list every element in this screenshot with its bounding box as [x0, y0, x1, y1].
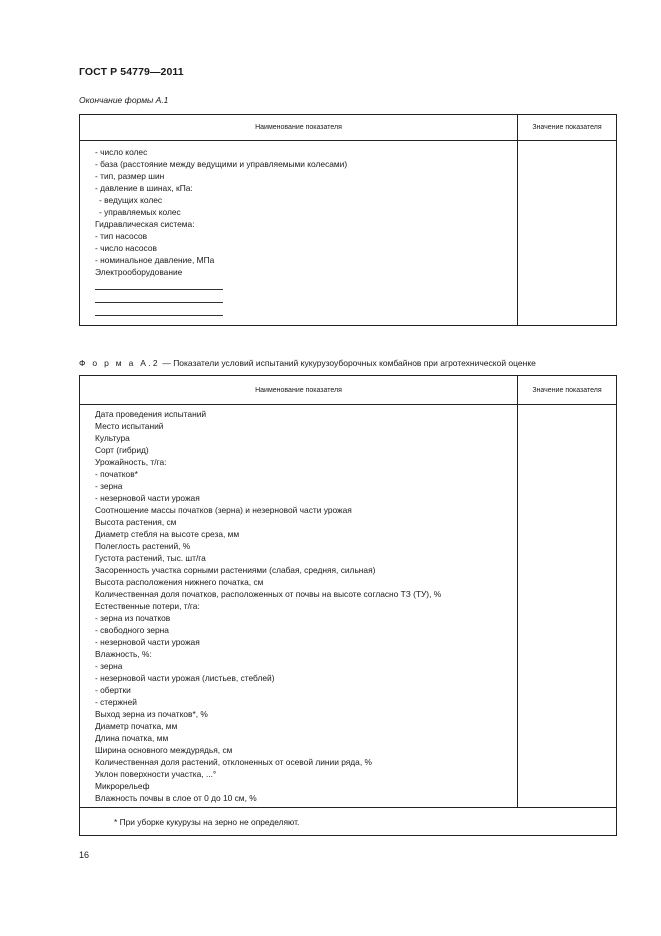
table-body-row	[80, 141, 617, 326]
list-item: Полеглость растений, %	[95, 541, 191, 551]
list-item: - незерновой части урожая	[95, 493, 200, 503]
list-item: - свободного зерна	[95, 625, 169, 635]
list-item: Микрорельеф	[95, 781, 150, 791]
list-item: - незерновой части урожая (листьев, стеблей)	[95, 673, 275, 683]
form-a2-table	[79, 375, 617, 836]
form-a1-caption: Окончание формы А.1	[79, 95, 169, 105]
list-item: - тип, размер шин	[95, 171, 165, 181]
list-item: - обертки	[95, 685, 131, 695]
list-item: Дата проведения испытаний	[95, 409, 207, 419]
list-item: Естественные потери, т/га:	[95, 601, 200, 611]
list-item: Культура	[95, 433, 130, 443]
list-item: Количественная доля растений, отклоненных от осевой линии ряда, %	[95, 757, 372, 767]
list-item: - число насосов	[95, 243, 157, 253]
list-item: Ширина основного междурядья, см	[95, 745, 233, 755]
list-item: Густота растений, тыс. шт/га	[95, 553, 206, 563]
list-item: - номинальное давление, МПа	[95, 255, 215, 265]
list-item: Влажность почвы в слое от 0 до 10 см, %	[95, 793, 257, 803]
list-item: - зерна	[95, 481, 123, 491]
list-item: Урожайность, т/га:	[95, 457, 167, 467]
form-a2-label: Ф о р м а А.2	[79, 358, 160, 368]
table-body-row	[80, 405, 617, 808]
form-a2-title: — Показатели условий испытаний кукурузоуборочных комбайнов при агротехнической оценке	[159, 358, 536, 368]
list-item: Количественная доля початков, расположенных от почвы на высоте согласно ТЗ (ТУ), %	[95, 589, 442, 599]
page-number: 16	[79, 850, 90, 860]
footnote: * При уборке кукурузы на зерно не определяют.	[80, 808, 617, 836]
list-item: - ведущих колес	[99, 195, 163, 205]
indicator-list	[95, 146, 517, 278]
list-item: - база (расстояние между ведущими и управляемыми колесами)	[95, 159, 348, 169]
list-item: Диаметр початка, мм	[95, 721, 178, 731]
list-item: Засоренность участка сорными растениями (слабая, средняя, сильная)	[95, 565, 376, 575]
column-header-name: Наименование показателя	[80, 115, 518, 141]
document-code: ГОСТ Р 54779—2011	[79, 66, 184, 78]
list-item: Высота расположения нижнего початка, см	[95, 577, 264, 587]
list-item: - незерновой части урожая	[95, 637, 200, 647]
blank-line	[95, 278, 223, 290]
list-item: - зерна из початков	[95, 613, 171, 623]
list-item: - число колес	[95, 147, 148, 157]
blank-lines	[95, 278, 517, 316]
column-header-value: Значение показателя	[518, 376, 617, 405]
list-item: - зерна	[95, 661, 123, 671]
list-item: Выход зерна из початков*, %	[95, 709, 208, 719]
column-header-name: Наименование показателя	[80, 376, 518, 405]
table-header-row	[80, 376, 617, 405]
list-item: Уклон поверхности участка, ...°	[95, 769, 217, 779]
list-item: Высота растения, см	[95, 517, 177, 527]
indicator-values-cell	[518, 405, 617, 808]
blank-line	[95, 291, 223, 303]
column-header-value: Значение показателя	[518, 115, 617, 141]
list-item: - початков*	[95, 469, 138, 479]
table-footnote-row	[80, 808, 617, 836]
list-item: Длина початка, мм	[95, 733, 169, 743]
indicator-names-cell	[80, 141, 518, 326]
list-item: Соотношение массы початков (зерна) и незерновой части урожая	[95, 505, 352, 515]
indicator-list	[95, 408, 517, 804]
list-item: - стержней	[95, 697, 137, 707]
form-a1-table	[79, 114, 617, 326]
indicator-values-cell	[518, 141, 617, 326]
list-item: Место испытаний	[95, 421, 164, 431]
list-item: Влажность, %:	[95, 649, 152, 659]
list-item: Диаметр стебля на высоте среза, мм	[95, 529, 240, 539]
table-header-row	[80, 115, 617, 141]
indicator-names-cell	[80, 405, 518, 808]
list-item: Электрооборудование	[95, 267, 183, 277]
list-item: Гидравлическая система:	[95, 219, 195, 229]
list-item: Сорт (гибрид)	[95, 445, 149, 455]
list-item: - управляемых колес	[99, 207, 181, 217]
form-a2-caption	[79, 358, 536, 368]
list-item: - тип насосов	[95, 231, 148, 241]
list-item: - давление в шинах, кПа:	[95, 183, 193, 193]
blank-line	[95, 304, 223, 316]
